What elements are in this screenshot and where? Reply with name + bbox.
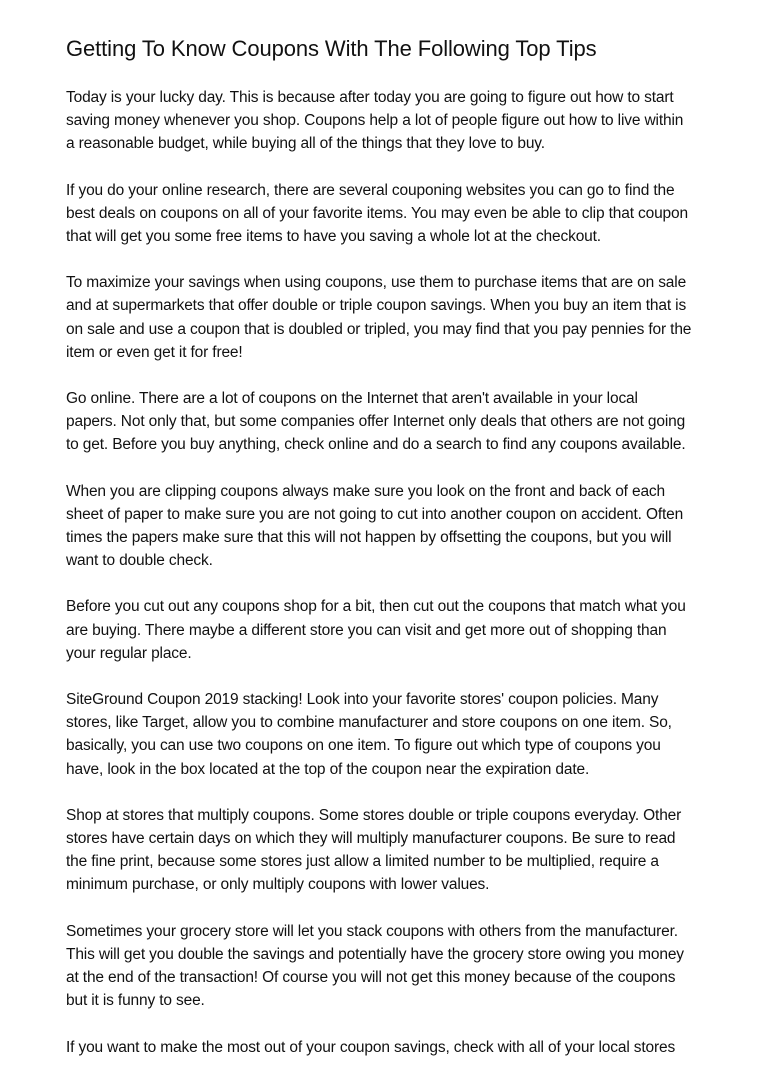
text-line: SiteGround Coupon 2019 stacking! Look into your favorite stores' coupon policies. Many [66, 691, 659, 709]
text-line: item or even get it for free! [66, 343, 243, 361]
paragraph-10 [66, 1036, 714, 1059]
document-title: Getting To Know Coupons With The Following Top Tips [66, 36, 597, 61]
paragraph-3 [66, 271, 714, 364]
text-line: Sometimes your grocery store will let you stack coupons with others from the manufacturer. [66, 922, 678, 940]
text-line: and at supermarkets that offer double or triple coupon savings. When you buy an item that is [66, 297, 687, 315]
text-line: at the end of the transaction! Of course you will not get this money because of the coupons [66, 969, 676, 987]
paragraph-6 [66, 595, 714, 665]
text-line: best deals on coupons on all of your favorite items. You may even be able to clip that coupon [66, 204, 688, 222]
text-line: on sale and use a coupon that is doubled or tripled, you may find that you pay pennies for the [66, 320, 692, 338]
text-line: are buying. There maybe a different store you can visit and get more out of shopping than [66, 621, 667, 639]
text-line: Today is your lucky day. This is because after today you are going to figure out how to start [66, 89, 674, 106]
text-line: a reasonable budget, while buying all of the things that they love to buy. [66, 135, 545, 153]
text-line: have, look in the box located at the top of the coupon near the expiration date. [66, 760, 590, 778]
text-line: To maximize your savings when using coupons, use them to purchase items that are on sale [66, 274, 687, 292]
document-body [66, 86, 714, 1082]
text-line: If you want to make the most out of your coupon savings, check with all of your local stores [66, 1038, 676, 1056]
text-line: sheet of paper to make sure you are not going to cut into another coupon on accident. Often [66, 505, 684, 523]
paragraph-4 [66, 387, 714, 457]
text-line: your regular place. [66, 644, 192, 662]
text-line: but it is funny to see. [66, 992, 205, 1010]
paragraph-5 [66, 480, 714, 573]
text-line: stores have certain days on which they will multiply manufacturer coupons. Be sure to read [66, 830, 676, 848]
text-line: times the papers make sure that this will not happen by offsetting the coupons, but you will [66, 529, 672, 547]
text-line: When you are clipping coupons always make sure you look on the front and back of each [66, 482, 666, 500]
paragraph-1 [66, 86, 714, 156]
text-line: stores, like Target, allow you to combine manufacturer and store coupons on one item. So, [66, 714, 672, 732]
text-line: Go online. There are a lot of coupons on the Internet that aren't available in your local [66, 390, 638, 408]
text-line: Before you cut out any coupons shop for a bit, then cut out the coupons that match what you [66, 598, 686, 616]
text-line: the fine print, because some stores just allow a limited number to be multiplied, require a [66, 853, 659, 871]
text-line: This will get you double the savings and potentially have the grocery store owing you money [66, 945, 684, 963]
text-line: saving money whenever you shop. Coupons help a lot of people figure out how to live within [66, 112, 684, 130]
paragraph-2 [66, 179, 714, 249]
text-line: that will get you some free items to have you saving a whole lot at the checkout. [66, 228, 601, 246]
text-line: to get. Before you buy anything, check online and do a search to find any coupons available. [66, 436, 686, 454]
text-line: basically, you can use two coupons on one item. To figure out which type of coupons you [66, 737, 661, 755]
paragraph-8 [66, 804, 714, 897]
text-line: minimum purchase, or only multiply coupons with lower values. [66, 876, 490, 894]
text-line: papers. Not only that, but some companies offer Internet only deals that others are not going [66, 413, 686, 431]
text-line: If you do your online research, there are several couponing websites you can go to find the [66, 181, 675, 199]
text-line: want to double check. [66, 552, 213, 570]
paragraph-7 [66, 688, 714, 781]
text-line: Shop at stores that multiply coupons. Some stores double or triple coupons everyday. Other [66, 806, 682, 824]
paragraph-9 [66, 920, 714, 1013]
